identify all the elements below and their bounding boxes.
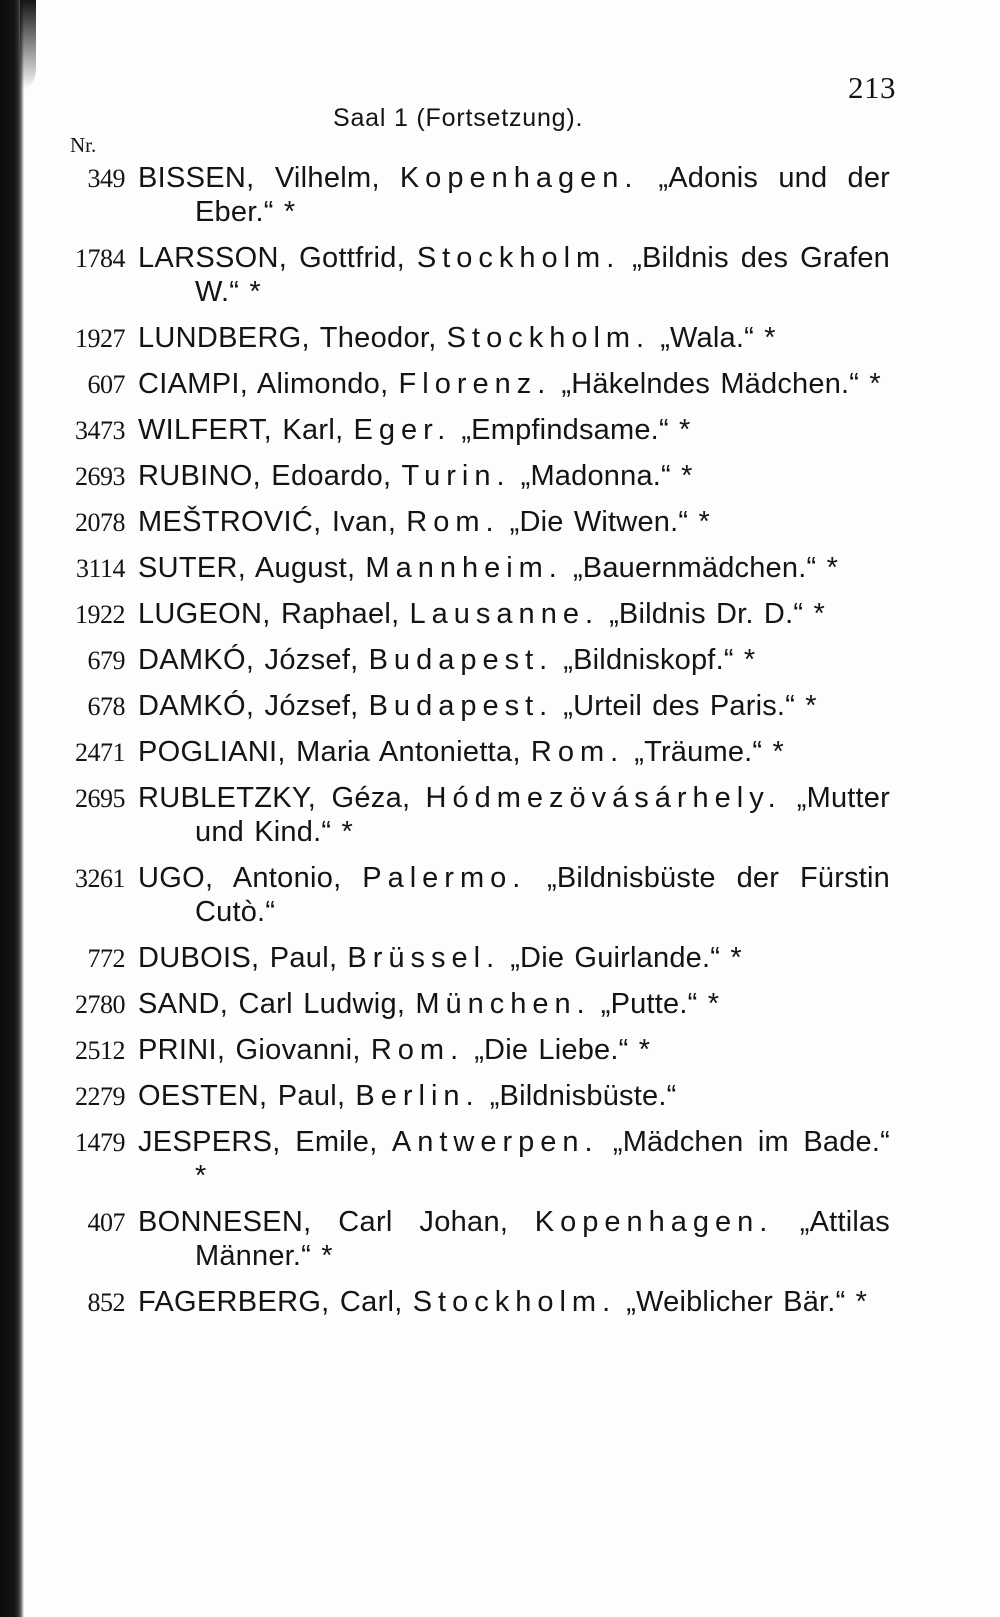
artist-city: Berlin. bbox=[355, 1080, 480, 1112]
catalog-entry bbox=[60, 861, 890, 929]
artist-name: LUNDBERG, Theodor, bbox=[138, 322, 437, 354]
entry-text bbox=[138, 505, 890, 539]
artist-name: RUBLETZKY, Géza, bbox=[138, 782, 411, 814]
entry-text bbox=[138, 861, 890, 929]
entry-text bbox=[138, 1033, 890, 1067]
artist-city: Kopenhagen. bbox=[534, 1206, 774, 1238]
artist-city: Rom. bbox=[370, 1034, 465, 1066]
artwork-title: „Putte.“ * bbox=[600, 988, 720, 1020]
artist-city: Kopenhagen. bbox=[399, 162, 639, 194]
artist-city: Turin. bbox=[401, 460, 511, 492]
artist-city: Mannheim. bbox=[365, 552, 563, 584]
entry-text bbox=[138, 1125, 890, 1193]
entry-number: 2695 bbox=[75, 784, 125, 813]
artist-city: Stockholm. bbox=[446, 322, 651, 354]
catalog-entry bbox=[60, 1125, 890, 1193]
artist-name: OESTEN, Paul, bbox=[138, 1080, 346, 1112]
artwork-title: „Adonis und der Eber.“ * bbox=[195, 162, 891, 228]
artwork-title: „Die Witwen.“ * bbox=[509, 506, 710, 538]
artist-name: FAGERBERG, Carl, bbox=[138, 1286, 403, 1318]
entry-number: 607 bbox=[87, 370, 125, 399]
artist-city: Stockholm. bbox=[416, 242, 621, 274]
artwork-title: „Träume.“ * bbox=[634, 736, 785, 768]
catalog-entry bbox=[60, 1205, 890, 1273]
artwork-title: „Bildniskopf.“ * bbox=[563, 644, 756, 676]
entry-number: 678 bbox=[87, 692, 125, 721]
artwork-title: „Weiblicher Bär.“ * bbox=[626, 1286, 868, 1318]
artist-name: SUTER, August, bbox=[138, 552, 356, 584]
entry-number: 852 bbox=[87, 1288, 125, 1317]
entry-number: 407 bbox=[87, 1208, 125, 1237]
entry-text bbox=[138, 321, 890, 355]
artist-city: Rom. bbox=[530, 736, 625, 768]
entry-text bbox=[138, 459, 890, 493]
entry-number: 679 bbox=[87, 646, 125, 675]
entry-text bbox=[138, 241, 890, 309]
artwork-title: „Häkelndes Mädchen.“ * bbox=[561, 368, 881, 400]
artist-name: WILFERT, Karl, bbox=[138, 414, 344, 446]
entry-number: 2512 bbox=[75, 1036, 125, 1065]
artwork-title: „Urteil des Paris.“ * bbox=[563, 690, 817, 722]
catalog-entry bbox=[60, 735, 890, 769]
artist-name: BISSEN, Vilhelm, bbox=[138, 162, 380, 194]
entry-number: 3261 bbox=[75, 864, 125, 893]
entry-text bbox=[138, 551, 890, 585]
artwork-title: „Bildnis des Grafen W.“ * bbox=[195, 242, 891, 308]
entry-text bbox=[138, 689, 890, 723]
artwork-title: „Wala.“ * bbox=[660, 322, 776, 354]
artist-name: PRINI, Giovanni, bbox=[138, 1034, 361, 1066]
entry-number: 1927 bbox=[75, 324, 125, 353]
running-head: Saal 1 (Fortsetzung). bbox=[333, 104, 584, 132]
entry-number: 3114 bbox=[75, 554, 125, 583]
entry-number: 2279 bbox=[75, 1082, 125, 1111]
entry-text bbox=[138, 161, 890, 229]
artist-city: Antwerpen. bbox=[391, 1126, 599, 1158]
catalog-entry bbox=[60, 367, 890, 401]
artist-name: POGLIANI, Maria Antonietta, bbox=[138, 736, 521, 768]
binding-edge bbox=[0, 0, 24, 1617]
entry-text bbox=[138, 735, 890, 769]
entry-number: 2078 bbox=[75, 508, 125, 537]
artist-city: Rom. bbox=[406, 506, 500, 538]
catalog-entry bbox=[60, 941, 890, 975]
artist-city: Florenz. bbox=[398, 368, 552, 400]
artwork-title: „Die Guirlande.“ * bbox=[510, 942, 742, 974]
catalog-entry bbox=[60, 459, 890, 493]
catalog-entry bbox=[60, 161, 890, 229]
catalog-entry bbox=[60, 987, 890, 1021]
artist-name: CIAMPI, Alimondo, bbox=[138, 368, 389, 400]
entry-number: 2780 bbox=[75, 990, 125, 1019]
entry-text bbox=[138, 413, 890, 447]
artwork-title: „Mädchen im Bade.“ * bbox=[195, 1126, 891, 1192]
artist-city: Lausanne. bbox=[409, 598, 600, 630]
artist-city: Hódmezövásárhely. bbox=[425, 782, 782, 814]
artwork-title: „Bauernmädchen.“ * bbox=[572, 552, 839, 584]
artist-name: BONNESEN, Carl Johan, bbox=[138, 1206, 509, 1238]
catalog-entry bbox=[60, 689, 890, 723]
entry-text bbox=[138, 941, 890, 975]
catalog-entry bbox=[60, 597, 890, 631]
artwork-title: „Attilas Männer.“ * bbox=[195, 1206, 891, 1272]
entry-text bbox=[138, 987, 890, 1021]
artist-city: Budapest. bbox=[368, 690, 554, 722]
artist-name: DUBOIS, Paul, bbox=[138, 942, 338, 974]
artist-name: DAMKÓ, József, bbox=[138, 690, 359, 722]
artist-name: DAMKÓ, József, bbox=[138, 644, 359, 676]
entry-number: 2471 bbox=[75, 738, 125, 767]
catalog-entry bbox=[60, 321, 890, 355]
entry-text bbox=[138, 1205, 890, 1273]
artist-name: UGO, Antonio, bbox=[138, 862, 342, 894]
catalog-entry bbox=[60, 413, 890, 447]
artwork-title: „Madonna.“ * bbox=[520, 460, 693, 492]
entry-text bbox=[138, 1079, 890, 1113]
entry-number: 772 bbox=[87, 944, 125, 973]
artwork-title: „Bildnis Dr. D.“ * bbox=[609, 598, 825, 630]
catalog-entry bbox=[60, 1285, 890, 1319]
artist-city: Eger. bbox=[353, 414, 452, 446]
artist-city: Stockholm. bbox=[412, 1286, 617, 1318]
artwork-title: „Empfindsame.“ * bbox=[461, 414, 691, 446]
catalog-entry bbox=[60, 1033, 890, 1067]
artist-city: Brüssel. bbox=[347, 942, 501, 974]
entry-text bbox=[138, 781, 890, 849]
binding-shadow bbox=[20, 0, 36, 90]
artwork-title: „Bildnisbüste der Fürstin Cutò.“ bbox=[195, 862, 891, 928]
nr-column-label: Nr. bbox=[70, 133, 97, 157]
entry-number: 1922 bbox=[75, 600, 125, 629]
catalog-entry bbox=[60, 505, 890, 539]
catalog-entry bbox=[60, 781, 890, 849]
entry-text bbox=[138, 1285, 890, 1319]
artist-name: LARSSON, Gottfrid, bbox=[138, 242, 406, 274]
artist-name: RUBINO, Edoardo, bbox=[138, 460, 392, 492]
artist-name: JESPERS, Emile, bbox=[138, 1126, 378, 1158]
entry-number: 349 bbox=[87, 164, 125, 193]
artist-name: SAND, Carl Ludwig, bbox=[138, 988, 406, 1020]
entry-number: 1784 bbox=[75, 244, 125, 273]
entry-text bbox=[138, 643, 890, 677]
page-number: 213 bbox=[848, 70, 896, 105]
artist-city: München. bbox=[415, 988, 591, 1020]
entry-number: 1479 bbox=[75, 1128, 125, 1157]
entry-text bbox=[138, 367, 890, 401]
artwork-title: „Die Liebe.“ * bbox=[474, 1034, 651, 1066]
entry-text bbox=[138, 597, 890, 631]
artist-city: Budapest. bbox=[368, 644, 554, 676]
catalog-entry bbox=[60, 643, 890, 677]
catalog-entry bbox=[60, 241, 890, 309]
entry-number: 3473 bbox=[75, 416, 125, 445]
catalog-entry bbox=[60, 1079, 890, 1113]
entry-number: 2693 bbox=[75, 462, 125, 491]
catalog-entry bbox=[60, 551, 890, 585]
catalog-entries bbox=[60, 161, 890, 1331]
artwork-title: „Mutter und Kind.“ * bbox=[195, 782, 890, 848]
artist-name: LUGEON, Raphael, bbox=[138, 598, 400, 630]
artwork-title: „Bildnisbüste.“ bbox=[489, 1080, 677, 1112]
artist-city: Palermo. bbox=[362, 862, 527, 894]
artist-name: MEŠTROVIĆ, Ivan, bbox=[138, 506, 397, 538]
